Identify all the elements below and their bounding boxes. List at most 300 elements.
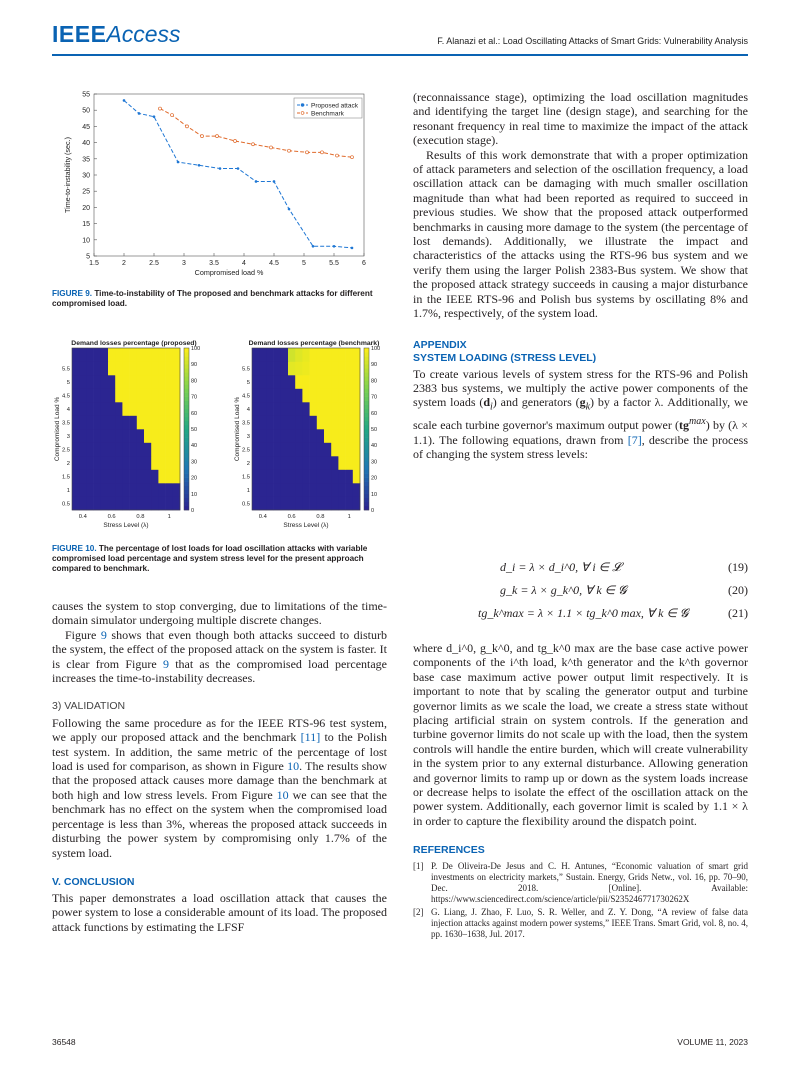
colorbar-segment [364,449,369,453]
colorbar-segment [364,502,369,506]
heatmap-cell [122,416,129,430]
heatmap-cell [288,389,296,403]
y-tick-label: 3.5 [61,420,70,427]
data-point [270,146,273,149]
heatmap-cell [317,470,325,484]
heatmap-cell [166,402,174,416]
figure-10-heatmap-proposed [52,336,222,534]
heatmap-cell [166,348,174,362]
colorbar-tick-label: 80 [191,378,198,385]
y-tick-label: 1 [246,487,250,494]
heatmap-cell [94,416,102,430]
heatmap-cell [158,375,166,389]
heatmap-cell [158,389,166,403]
heatmap-cell [79,497,87,511]
heatmap-cell [79,362,87,376]
heatmap-cell [288,348,296,362]
heatmap-cell [302,456,310,470]
figure-10-caption [52,544,387,574]
heatmap-cell [331,483,339,497]
heatmap-cell [331,389,339,403]
heatmap-cell [158,362,166,376]
heatmap-cell [353,456,361,470]
colorbar-segment [184,465,189,469]
colorbar-tick-label: 40 [191,443,198,450]
heatmap-cell [281,416,289,430]
heatmap-cell [281,348,289,362]
heatmap-cell [158,443,166,457]
heatmap-cell [331,362,339,376]
heatmap-cell [346,389,354,403]
heatmap-cell [166,470,174,484]
colorbar-segment [364,490,369,494]
heatmap-cell [130,497,138,511]
colorbar-tick-label: 30 [371,459,378,466]
heatmap-cell [281,389,289,403]
colorbar-segment [184,445,189,449]
heatmap-cell [86,470,94,484]
heatmap-cell [266,375,274,389]
heatmap-cell [158,348,166,362]
heatmap-cell [259,348,267,362]
heatmap-cell [115,497,123,511]
heatmap-cell [115,402,123,416]
heatmap-title: Demand losses percentage (benchmark) [248,340,380,347]
colorbar-segment [184,498,189,502]
heatmap-cell [173,470,181,484]
heatmap-cell [266,483,274,497]
conclusion-heading: V. CONCLUSION [52,875,135,888]
colorbar-segment [364,486,369,490]
heatmap-cell [266,389,274,403]
y-tick-label: 3 [66,433,70,440]
colorbar-segment [184,393,189,397]
heatmap-cell [101,362,109,376]
heatmap-cell [108,429,116,443]
colorbar-segment [184,380,189,384]
heatmap-cell [101,389,109,403]
data-point [186,125,189,128]
heatmap-cell [317,443,325,457]
y-axis-label: Time-to-instability (sec.) [63,136,72,214]
figure-ref-link[interactable]: 9 [162,656,169,671]
heatmap-cell [130,389,138,403]
heatmap-cell [302,348,310,362]
y-tick-label: 4 [246,406,250,413]
heatmap-cell [151,456,159,470]
colorbar-segment [364,360,369,364]
reference-item: [1] P. De Oliveira-De Jesus and C. H. Antunes, “Economic valuation of smart grid investments on electricity markets,” Sustain. Energy, Grids Netw., vol. 16, pp. 70–90, Dec. 2018. [Online]. Available: https://www.sciencedirect.com/science/article/pii/S235246771730262X [413,861,748,905]
colorbar-segment [364,352,369,356]
colorbar-segment [184,425,189,429]
heatmap-cell [86,483,94,497]
heatmap-cell [281,429,289,443]
heatmap-cell [324,429,332,443]
heatmap-cell [108,348,116,362]
heatmap-cell [166,443,174,457]
heatmap-cell [259,483,267,497]
heatmap-cell [130,443,138,457]
colorbar-segment [184,348,189,352]
heatmap-cell [310,362,318,376]
x-axis-label: Compromised load % [194,268,264,277]
heatmap-cell [252,362,260,376]
heatmap-cell [166,497,174,511]
heatmap-cell [137,389,145,403]
heatmap-cell [331,429,339,443]
heatmap-cell [324,483,332,497]
heatmap-cell [137,470,145,484]
colorbar-segment [184,364,189,368]
colorbar-tick-label: 20 [371,475,378,482]
heatmap-cell [331,456,339,470]
heatmap-cell [115,375,123,389]
colorbar-segment [184,421,189,425]
data-point [351,247,354,250]
heatmap-cell [158,470,166,484]
paragraph: Figure 9 shows that even though both attacks succeed to disturb the system, the effect of the proposed attack on the system is faster. It is clear from Figure 9 that as the compromised load percentage increases the time-to-instability decreases. [52,627,388,686]
heatmap-cell [130,456,138,470]
heatmap-cell [346,497,354,511]
y-tick-label: 40 [82,140,90,148]
heatmap-cell [79,443,87,457]
heatmap-cell [317,497,325,511]
x-axis-label: Stress Level (λ) [283,522,329,529]
data-point [219,167,222,170]
heatmap-cell [94,362,102,376]
heatmap-cell [288,497,296,511]
heatmap-cell [86,429,94,443]
heatmap-cell [122,362,129,376]
x-tick-label: 0.8 [316,514,325,520]
data-point [252,143,255,146]
heatmap-cell [130,348,138,362]
colorbar-segment [364,405,369,409]
heatmap-cell [302,443,310,457]
colorbar-segment [364,376,369,380]
heatmap-cell [281,483,289,497]
colorbar-segment [184,494,189,498]
data-point [336,154,339,157]
data-point [273,180,276,183]
heatmap-cell [130,416,138,430]
colorbar-segment [184,413,189,417]
heatmap-cell [353,497,361,511]
colorbar-segment [364,453,369,457]
references-heading: REFERENCES [413,844,485,857]
figure-ref-link[interactable]: 10 [276,787,289,802]
heatmap-cell [317,456,325,470]
colorbar-tick-label: 90 [191,362,198,369]
heatmap-cell [274,456,282,470]
heatmap-cell [144,443,152,457]
heatmap-cell [353,483,361,497]
heatmap-cell [94,443,102,457]
heatmap-cell [94,402,102,416]
heatmap-cell [302,375,310,389]
data-point [216,135,219,138]
heatmap-cell [173,483,181,497]
equation-21-number: (21) [728,606,748,620]
heatmap-cell [353,348,361,362]
heatmap-cell [86,456,94,470]
heatmap-cell [252,402,260,416]
heatmap-cell [166,362,174,376]
heatmap-cell [122,497,129,511]
heatmap-cell [86,443,94,457]
paragraph: where d_i^0, g_k^0, and tg_k^0 max are the base case active power components of the i^th load, k^th generator and the k^th governor base case maximum active power output limit respectively. It is important to note that by scaling the generator output and turbine governor limits as we scale the load, we create a stress state without placing artificial strain on system controls. If the generation and turbine governor limits do not scale up with the load, then the system controls will handle the entire burden, which will create vulnerability in the system prior to any external disturbance. Allowing generation and governor limits to ramp up or down as the system loads increase or decrease helps to isolate the effect of the oscillation attack on the power system. Additionally, each governor limit is scaled by 1.1 × λ in order to capture the flexibility around the dispatch point. [413,641,748,828]
heatmap-cell [115,416,123,430]
heatmap-cell [324,375,332,389]
heatmap-cell [79,402,87,416]
heatmap-cell [108,362,116,376]
colorbar-segment [184,372,189,376]
colorbar-segment [184,474,189,478]
colorbar-segment [364,421,369,425]
heatmap-cell [274,389,282,403]
heatmap-cell [86,402,94,416]
heatmap-cell [259,470,267,484]
heatmap-cell [281,362,289,376]
heatmap-cell [130,470,138,484]
colorbar-segment [364,461,369,465]
heatmap-cell [252,429,260,443]
heatmap-cell [122,470,129,484]
citation-link[interactable]: [11] [300,730,321,745]
heatmap-cell [338,348,346,362]
y-tick-label: 2 [66,460,70,467]
heatmap-cell [144,456,152,470]
x-tick-label: 4 [242,260,246,267]
heatmap-cell [151,483,159,497]
figure-10-heatmap-benchmark [232,336,402,534]
x-tick-label: 1 [347,514,351,520]
heatmap-cell [310,497,318,511]
colorbar-segment [364,506,369,510]
y-tick-label: 20 [82,204,90,212]
colorbar-segment [184,376,189,380]
heatmap-cell [346,470,354,484]
heatmap-cell [94,389,102,403]
colorbar-segment [184,486,189,490]
heatmap-cell [101,497,109,511]
heatmap-cell [94,497,102,511]
heatmap-cell [72,497,80,511]
heatmap-cell [72,443,80,457]
heatmap-cell [259,429,267,443]
heatmap-cell [252,348,260,362]
heatmap-cell [79,483,87,497]
figure-9-caption-text: Time-to-instability of The proposed and benchmark attacks for different compromised load. [52,289,373,308]
heatmap-cell [94,470,102,484]
heatmap-cell [331,348,339,362]
y-tick-label: 2 [246,460,250,467]
running-title: F. Alanazi et al.: Load Oscillating Attacks of Smart Grids: Vulnerability Analysis [437,36,748,46]
data-point [288,149,291,152]
heatmap-cell [137,416,145,430]
series-line-proposed [124,100,352,247]
heatmap-cell [130,429,138,443]
colorbar-segment [184,417,189,421]
heatmap-cell [274,375,282,389]
y-axis-label: Compromised Load % [54,396,61,462]
heatmap-cell [158,416,166,430]
heatmap-cell [252,443,260,457]
data-point [123,99,126,102]
colorbar-tick-label: 10 [191,491,198,498]
heatmap-cell [310,375,318,389]
heatmap-cell [346,429,354,443]
heatmap-cell [252,497,260,511]
heatmap-cell [288,375,296,389]
appendix-subheading: SYSTEM LOADING (STRESS LEVEL) [413,351,597,364]
heatmap-cell [86,416,94,430]
heatmap-cell [144,429,152,443]
colorbar-segment [364,457,369,461]
heatmap-cell [252,389,260,403]
heatmap-cell [86,497,94,511]
y-tick-label: 5.5 [61,366,70,373]
equation-20: g_k = λ × g_k^0, ∀ k ∈ 𝓖 [500,583,627,597]
heatmap-cell [274,497,282,511]
heatmap-cell [252,375,260,389]
reference-item: [2] G. Liang, J. Zhao, F. Luo, S. R. Weller, and Z. Y. Dong, “A review of false data injection attacks against modern power systems,” IEEE Trans. Smart Grid, vol. 8, no. 4, pp. 1630–1638, Jul. 2017. [413,907,748,940]
heatmap-cell [108,456,116,470]
colorbar-segment [184,490,189,494]
heatmap-cell [310,402,318,416]
heatmap-cell [295,348,303,362]
heatmap-cell [115,470,123,484]
x-tick-label: 0.6 [287,514,296,520]
heatmap-cell [338,456,346,470]
heatmap-cell [101,416,109,430]
paragraph: To create various levels of system stress for the RTS-96 and Polish 2383 bus systems, we multiply the active power components of the system loads $(d_i)$ and generators $(g_k)$ by a factor λ. Additionally, we scale each turbine governor's maximum output power $(tg^{max})$ by (λ × 1.1). The following equations, drawn from [7], describe the process of changing the system stress levels: [413,366,748,461]
heatmap-cell [137,362,145,376]
y-tick-label: 4.5 [61,393,70,400]
heatmap-cell [310,429,318,443]
heatmap-cell [281,456,289,470]
heatmap-cell [317,429,325,443]
heatmap-cell [353,362,361,376]
heatmap-cell [108,443,116,457]
plot-frame [94,94,364,256]
heatmap-cell [108,402,116,416]
colorbar-segment [184,482,189,486]
heatmap-cell [122,456,129,470]
heatmap-cell [144,362,152,376]
heatmap-cell [288,429,296,443]
y-tick-label: 2.5 [61,447,70,454]
heatmap-cell [338,375,346,389]
heatmap-cell [137,443,145,457]
heatmap-cell [338,483,346,497]
x-tick-label: 0.8 [136,514,145,520]
colorbar-segment [364,433,369,437]
heatmap-cell [158,456,166,470]
heatmap-cell [324,362,332,376]
colorbar-segment [364,437,369,441]
heatmap-cell [310,389,318,403]
colorbar-segment [364,356,369,360]
heatmap-cell [295,456,303,470]
y-tick-label: 1.5 [61,474,70,481]
heatmap-cell [101,443,109,457]
heatmap-cell [353,429,361,443]
y-tick-label: 55 [82,91,90,99]
heatmap-cell [151,389,159,403]
heatmap-cell [288,470,296,484]
heatmap-cell [259,402,267,416]
heatmap-cell [137,456,145,470]
x-tick-label: 2 [122,260,126,267]
heatmap-cell [281,402,289,416]
colorbar-segment [364,380,369,384]
heatmap-cell [259,362,267,376]
heatmap-cell [151,402,159,416]
heatmap-cell [317,348,325,362]
heatmap-cell [302,483,310,497]
heatmap-cell [137,483,145,497]
right-column-top [413,90,748,461]
heatmap-cell [115,483,123,497]
heatmap-cell [151,429,159,443]
data-point [237,167,240,170]
heatmap-cell [266,470,274,484]
colorbar-segment [364,470,369,474]
y-tick-label: 3.5 [241,420,250,427]
heatmap-cell [173,443,181,457]
heatmap-cell [72,362,80,376]
x-tick-label: 1.5 [89,260,99,267]
heatmap-cell [338,402,346,416]
heatmap-cell [151,375,159,389]
heatmap-cell [281,375,289,389]
figure-ref-link[interactable]: 10 [287,759,300,774]
y-tick-label: 50 [82,107,90,115]
citation-link[interactable]: [7] [627,432,642,447]
colorbar-segment [184,470,189,474]
heatmap-cell [317,402,325,416]
heatmap-cell [137,497,145,511]
colorbar-segment [364,348,369,352]
reference-list [413,861,748,940]
colorbar-segment [184,506,189,510]
heatmap-cell [331,416,339,430]
y-tick-label: 35 [82,156,90,164]
left-column [52,599,387,934]
x-tick-label: 2.5 [149,260,159,267]
heatmap-cell [310,416,318,430]
colorbar-tick-label: 70 [191,394,198,401]
heatmap-cell [302,470,310,484]
heatmap-cell [86,348,94,362]
heatmap-cell [94,456,102,470]
heatmap-cell [324,389,332,403]
colorbar-segment [364,401,369,405]
data-point [321,151,324,154]
heatmap-cell [331,375,339,389]
heatmap-cell [281,470,289,484]
y-tick-label: 1 [66,487,70,494]
heatmap-cell [130,483,138,497]
heatmap-cell [302,389,310,403]
heatmap-cell [302,429,310,443]
colorbar-segment [364,397,369,401]
heatmap-cell [353,389,361,403]
figure-ref-link[interactable]: 9 [100,627,107,642]
heatmap-cell [101,470,109,484]
colorbar-segment [184,384,189,388]
